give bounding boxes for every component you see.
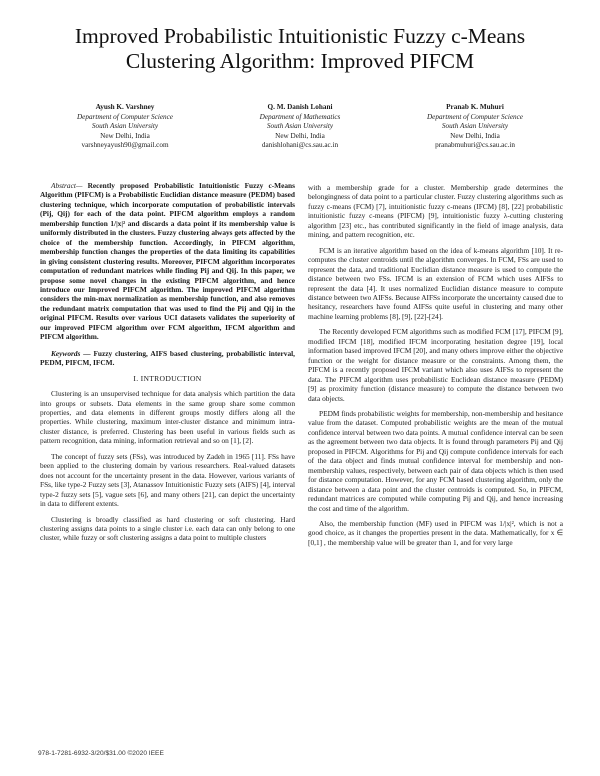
section-heading-introduction: I. INTRODUCTION [133, 373, 202, 383]
author-affiliation: South Asian University [266, 122, 334, 131]
paragraph: FCM is an iterative algorithm based on the idea of k-means algorithm [10]. It re-computes the cluster centroids until the algorithm converges. In FCM, FSs are used to represent the data, and traditional Euclidian distance measure is used to compute the distance between two FSs. IFCM is an extension of FCM which uses AIFSs to represent the data [4]. It uses normalized Euclidian distance measure to compute distance between two AIFSs. Because AIFSs incorporate the uncertainty caused due to hesitancy, researchers have found AIFSs quite useful in clustering and many other machine learning problems [8], [9], [22]-[24]. [308, 245, 563, 321]
abstract-lead: Abstract— [51, 181, 83, 190]
author-3 [390, 103, 560, 151]
author-city: New Delhi, India [100, 131, 150, 140]
author-dept: Department of Mathematics [259, 112, 341, 121]
author-name: Ayush K. Varshney [95, 103, 155, 111]
paragraph: Also, the membership function (MF) used in PIFCM was 1/|x|², which is not a good choice, as it changes the properties present in the data. Mathematically, for x ∈ [0,1] , the membership value will be greater than 1, and for very large [308, 518, 563, 547]
paragraph: The Recently developed FCM algorithms such as modified FCM [17], PIFCM [9], modified IFCM [18], modified IFCM incorporating hesitation degree [19], local information based improved IFCM [20], and many others improve either the objective function or the weight for distance measure or the constraints. Among them, the PIFCM is a recently proposed IFCM variant which also uses AIFSs to represent the data. The PIFCM algorithm uses probabilistic Euclidean distance measure (PEDM) [9] as proximity function (distance measure) to compute the distance between two data objects. [308, 327, 563, 403]
keywords-text: Fuzzy clustering, AIFS based clustering, probabilistic interval, PEDM, PIFCM, IFCM. [40, 348, 296, 368]
author-email: pranabmuhuri@cs.sau.ac.in [435, 141, 515, 150]
author-block [40, 103, 560, 183]
author-email: varshneyayush90@gmail.com [81, 141, 169, 150]
paragraph: Clustering is an unsupervised technique for data analysis which partition the data into groups or subsets. Data elements in the same group share some common properties, and data elements in different groups mostly differs along all the properties. While clustering, maximum inter-cluster distance and minimum intra-cluster distance, is preferred. Clustering has been useful in various fields such as pattern recognition, data mining, information retrieval and so on [1], [2]. [40, 389, 295, 446]
author-affiliation: South Asian University [441, 122, 509, 131]
copyright-footer: 978-1-7281-6932-3/20/$31.00 ©2020 IEEE [38, 750, 164, 757]
author-affiliation: South Asian University [91, 122, 159, 131]
author-name: Pranab K. Muhuri [446, 103, 504, 111]
paper-title: Improved Probabilistic Intuitionistic Fuzzy c-Means Clustering Algorithm: Improved PIFCM [74, 24, 526, 73]
paragraph: with a membership grade for a cluster. Membership grade determines the belongingness of data point to a particular cluster. Fuzzy clustering algorithms such as fuzzy c-means (FCM) [7], intuitionistic fuzzy c-means (IFCM) [8], [22] probabilistic intuitionistic fuzzy c-means (PIFCM) [9], intuitionistic fuzzy λ-cutting clustering algorithm [23] etc., has contributed significantly in the field of image analysis, data mining, and pattern recognition, etc. [308, 183, 563, 240]
author-name: Q. M. Danish Lohani [267, 103, 333, 111]
author-city: New Delhi, India [275, 131, 325, 140]
paragraph: PEDM finds probabilistic weights for membership, non-membership and hesitance value from the dataset. Computed probabilistic weights are the mean of the mutual confidence interval between two data points. A mutual confidence interval can be seen as the agreement between two data objects. It is found through parameters Pij and Qij proposed in PIFCM. Algorithms for Pij and Qij compute confidence intervals for each of the data object and finds mutual confidence interval for membership and non-membership values, respectively, between each pair of data objects which is then used for distance computation. However, for any FCM based clustering algorithm, only the distance between a data point and the cluster centroids is computed. So, in PIFCM, redundant matrices are computed while computing Pij and Qij, and hence increasing the cost and time of the algorithm. [308, 408, 563, 513]
paragraph: The concept of fuzzy sets (FSs), was introduced by Zadeh in 1965 [11]. FSs have been applied to the clustering domain by various researchers. Real-valued datasets does not account for the uncertainty present in the data. However, various variants of FSs, like type-2 Fuzzy sets [3], Atanassov Intuitionistic Fuzzy sets (AIFS) [4], interval type-2 fuzzy sets [5], vague sets [6], and many others [21], can depict the uncertainty in data to different extents. [40, 451, 295, 509]
author-email: danishlohani@cs.sau.ac.in [261, 141, 339, 150]
author-city: New Delhi, India [450, 131, 500, 140]
author-1 [40, 103, 210, 151]
author-dept: Department of Computer Science [76, 112, 173, 121]
abstract-text: Recently proposed Probabilistic Intuitionistic Fuzzy c-Means Algorithm (PIFCM) is a Probabilistic Euclidian distance measure (PEDM) based clustering technique, which incorporate computation of probabilistic intervals (Pij, Qij) for each of the data point. PIFCM algorithm employs a random membership function 1/|x|² and discards a data point if its membership value is uniformly distributed in the clusters. Fuzzy clustering always gets affected by the choice of the membership function. Accordingly, in PIFCM algorithm, membership function changes the properties of the data limiting its capabilities in giving consistent clustering results. Moreover, PIFCM algorithm incorporates computation of redundant matrices while finding Pij and Qij. In this paper, we propose some novel changes in the existing PIFCM algorithm, and hence introduce our Improved PIFCM algorithm. The improved PIFCM algorithm considers the min-max normalization as membership function, and also removes the redundant matrix computation that was used to find the Pij and Qij in the original PIFCM. Results over various UCI datasets validates the superiority of our improved PIFCM algorithm over FCM algorithm, IFCM algorithm and PIFCM algorithm. [40, 181, 295, 342]
paragraph: Clustering is broadly classified as hard clustering or soft clustering. Hard clustering assigns data points to a single cluster i.e. each data can only belong to one cluster, while fuzzy or soft clustering assigns a data point to multiple clusters [40, 514, 295, 543]
keywords [40, 349, 295, 368]
author-2 [215, 103, 385, 151]
keywords-lead: Keywords — [51, 348, 91, 358]
abstract [40, 181, 295, 342]
author-dept: Department of Computer Science [426, 112, 523, 121]
right-column [308, 183, 563, 553]
left-column [40, 181, 295, 549]
